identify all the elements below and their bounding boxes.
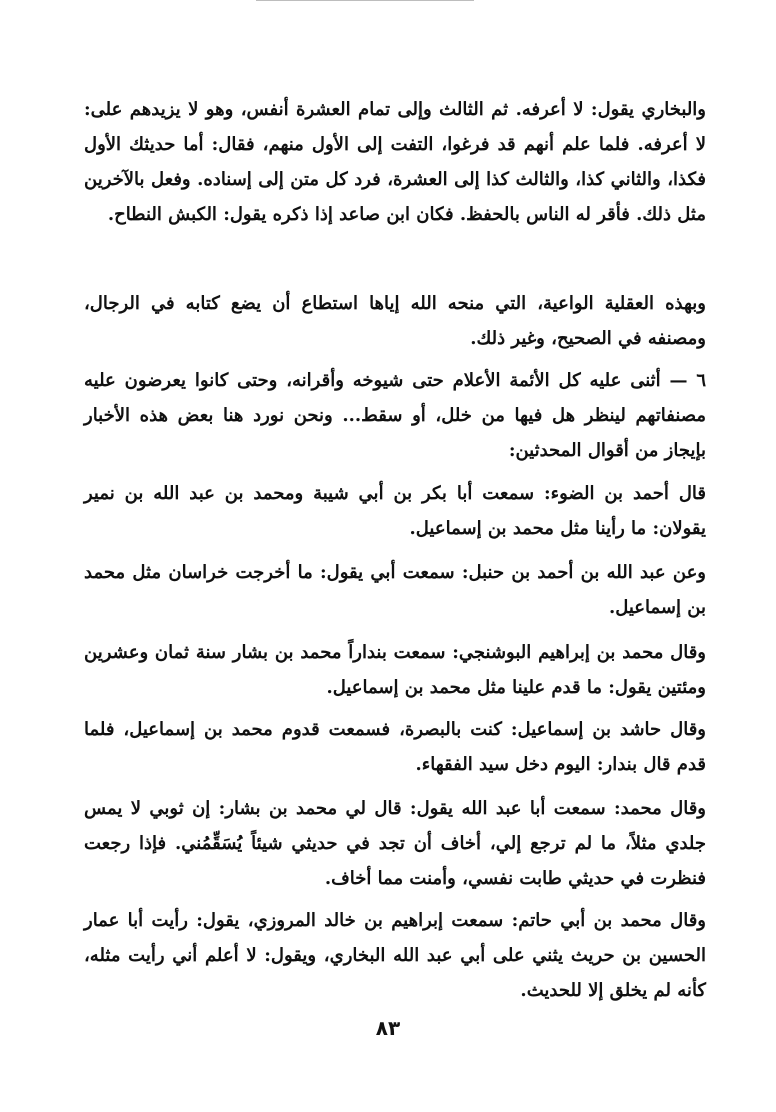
paragraph-2: وبهذه العقلية الواعية، التي منحه الله إياها استطاع أن يضع كتابه في الرجال، ومصنفه في الصحيح، وغير ذلك.	[84, 293, 706, 349]
paragraph-9: وقال محمد بن أبي حاتم: سمعت إبراهيم بن خالد المروزي، يقول: رأيت أبا عمار الحسين بن حريث يثني على أبي عبد الله البخاري، ويقول: لا أعلم أني رأيت مثله، كأنه لم يخلق إلا للحديث.	[84, 910, 706, 1001]
paragraph-4: قال أحمد بن الضوء: سمعت أبا بكر بن أبي شيبة ومحمد بن عبد الله بن نمير يقولان: ما رأينا مثل محمد بن إسماعيل.	[84, 483, 706, 539]
page-number: ٨٣	[375, 1016, 401, 1040]
paragraph-5: وعن عبد الله بن أحمد بن حنبل: سمعت أبي يقول: ما أخرجت خراسان مثل محمد بن إسماعيل.	[84, 562, 706, 618]
paragraph-1: والبخاري يقول: لا أعرفه. ثم الثالث وإلى تمام العشرة أنفس، وهو لا يزيدهم على: لا أعرفه. فلما علم أنهم قد فرغوا، التفت إلى الأول منهم، فقال: أما حديثك الأول فكذا، والثاني كذا، والثالث كذا إلى العشرة، فرد كل متن إلى إسناده. وفعل بالآخرين مثل ذلك. فأقر له الناس بالحفظ. فكان ابن صاعد إذا ذكره يقول: الكبش النطاح.	[84, 99, 706, 225]
paragraph-8: وقال محمد: سمعت أبا عبد الله يقول: قال لي محمد بن بشار: إن ثوبي لا يمس جلدي مثلاً، ما لم ترجع إلي، أخاف أن تجد في حديثي شيئاً يُسَقِّمُني. فإذا رجعت فنظرت في حديثي طابت نفسي، وأمنت مما أخاف.	[84, 798, 706, 889]
paragraph-7: وقال حاشد بن إسماعيل: كنت بالبصرة، فسمعت قدوم محمد بن إسماعيل، فلما قدم قال بندار: اليوم دخل سيد الفقهاء.	[84, 719, 706, 775]
top-rule	[256, 0, 474, 1]
paragraph-3: ٦ — أثنى عليه كل الأئمة الأعلام حتى شيوخه وأقرانه، وحتى كانوا يعرضون عليه مصنفاتهم لينظر هل فيها من خلل، أو سقط... ونحن نورد هنا بعض هذه الأخبار بإيجاز من أقوال المحدثين:	[84, 370, 706, 461]
paragraph-6: وقال محمد بن إبراهيم البوشنجي: سمعت بنداراً محمد بن بشار سنة ثمان وعشرين ومئتين يقول: ما قدم علينا مثل محمد بن إسماعيل.	[84, 642, 706, 698]
